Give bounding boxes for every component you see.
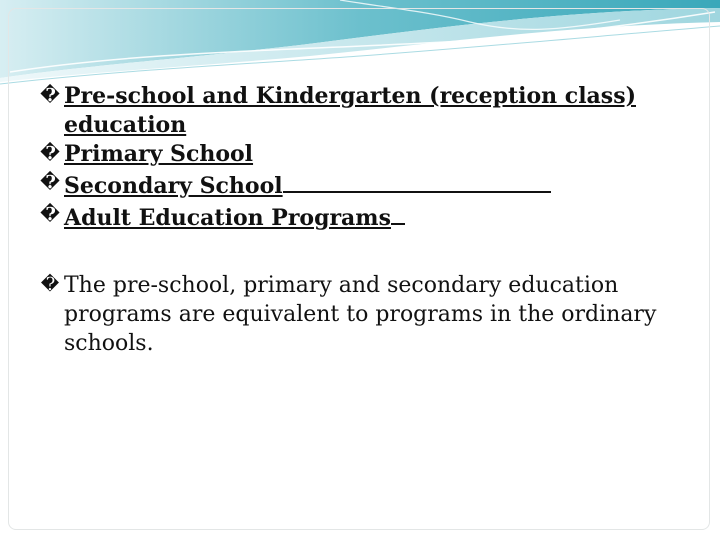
list-item (40, 169, 680, 201)
list-item (40, 201, 680, 233)
list-item-text: Pre-school and Kindergarten (reception class) education (64, 83, 636, 138)
underline-trail (283, 169, 551, 193)
list-item-text: The pre-school, primary and secondary education programs are equivalent to programs in the ordinary schools. (64, 273, 657, 356)
list-item-text: Primary School (64, 141, 254, 167)
list-item-text: Adult Education Programs (64, 205, 391, 231)
list-item (40, 140, 680, 169)
list-item (40, 271, 680, 358)
bullet-icon: � (40, 143, 61, 164)
bullet-icon: � (40, 85, 61, 106)
underline-trail (391, 201, 405, 225)
bullet-icon: � (40, 204, 61, 225)
bullet-icon: � (40, 274, 60, 295)
list-item (40, 82, 680, 140)
bullet-list (40, 82, 680, 358)
list-item-text: Secondary School (64, 173, 283, 199)
bullet-icon: � (40, 172, 61, 193)
